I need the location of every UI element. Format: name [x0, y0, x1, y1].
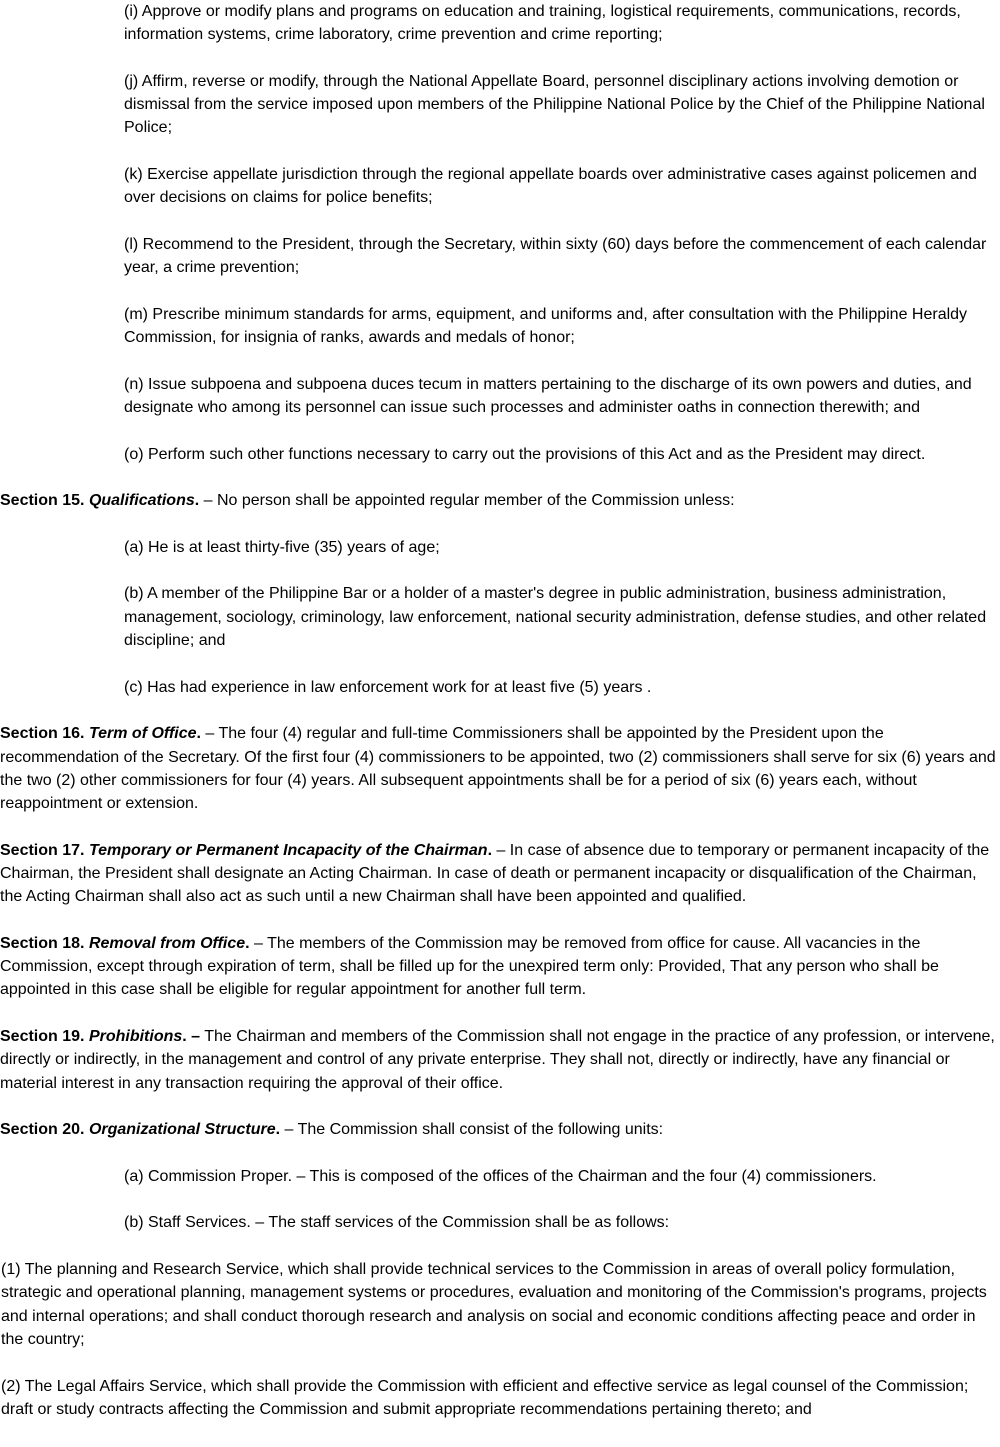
section-body: – The four (4) regular and full-time Commissioners shall be appointed by the President upon the recommendation of the Secretary. Of the first four (4) commissioners to be appointed, two (2) commissioners shall serve for six (6) years and the two (2) other commissioners for four (4) years. All subsequent appointments shall be for a period of six (6) years each, without reappointment or extension.: [0, 725, 996, 813]
list-item-b: (b) A member of the Philippine Bar or a holder of a master's degree in public administration, business administration, management, sociology, criminology, law enforcement, national security administration, defense studies, and other related discipline; and: [124, 585, 987, 650]
section-number: Section 17.: [0, 841, 85, 859]
section-number: Section 16.: [0, 725, 85, 743]
section-title-dot: .: [182, 1028, 187, 1046]
section-title: Removal from Office: [88, 934, 246, 952]
section-number: Section 19.: [0, 1028, 85, 1046]
section-title-dot: .: [487, 841, 493, 859]
section-15: [0, 489, 1000, 512]
section-16: [0, 722, 1000, 815]
section-20: [0, 1118, 1000, 1141]
service-item-legal-affairs: (2) The Legal Affairs Service, which shall provide the Commission with efficient and effective service as legal counsel of the Commission; draft or study contracts affecting the Commission and submit appropriate recommendations pertaining thereto; and: [1, 1377, 969, 1418]
section-title: Prohibitions: [88, 1028, 183, 1046]
list-item-n: (n) Issue subpoena and subpoena duces tecum in matters pertaining to the discharge of its own powers and duties, and designate who among its personnel can issue such processes and administer oaths in connection therewith; and: [124, 375, 972, 417]
list-item-a: (a) He is at least thirty-five (35) years of age;: [124, 538, 440, 556]
section-dash: –: [186, 1028, 201, 1046]
section-17: [0, 839, 1000, 909]
section-title-dot: .: [275, 1121, 281, 1139]
list-item-k: (k) Exercise appellate jurisdiction through the regional appellate boards over administrative cases against policemen and over decisions on claims for police benefits;: [124, 166, 977, 207]
list-item-l: (l) Recommend to the President, through the Secretary, within sixty (60) days before the commencement of each calendar year, a crime prevention;: [124, 235, 987, 277]
section-title: Temporary or Permanent Incapacity of the Chairman: [88, 841, 488, 859]
section-19: [0, 1025, 1000, 1095]
section-body: – No person shall be appointed regular member of the Commission unless:: [199, 492, 735, 510]
section-title: Term of Office: [88, 725, 197, 743]
section-title: Qualifications: [88, 492, 195, 510]
section-number: Section 20.: [0, 1121, 85, 1139]
section-body: The Chairman and members of the Commission shall not engage in the practice of any profession, or intervene, directly or indirectly, in the management and control of any private enterprise. They shall not, directly or indirectly, have any financial or material interest in any transaction requiring the approval of their office.: [0, 1028, 995, 1092]
section-body: – In case of absence due to temporary or permanent incapacity of the Chairman, the President shall designate an Acting Chairman. In case of death or permanent incapacity or disqualification of the Chairman, the Acting Chairman shall also act as such until a new Chairman shall have been appointed and qualified.: [0, 841, 990, 906]
section-title-dot: .: [196, 725, 201, 743]
section-title-dot: .: [245, 934, 250, 952]
section-title-dot: .: [194, 492, 200, 510]
section-body: – The members of the Commission may be removed from office for cause. All vacancies in the Commission, except through expiration of term, shall be filled up for the unexpired term only: Provided, That any person who shall be appointed in this case shall be eligible for regular appointment for another full term.: [0, 934, 939, 999]
service-item-planning-research: (1) The planning and Research Service, which shall provide technical services to the Commission in areas of overall policy formulation, strategic and operational planning, management systems or procedures, evaluation and monitoring of the Commission's programs, projects and internal operations; and shall conduct thorough research and analysis on social and economic conditions affecting peace and order in the country;: [1, 1261, 987, 1348]
section-number: Section 18.: [0, 934, 85, 952]
section-18: [0, 932, 1000, 1002]
list-item-i: (i) Approve or modify plans and programs on education and training, logistical requirements, communications, records, information systems, crime laboratory, crime prevention and crime reporting;: [124, 3, 961, 44]
section-number: Section 15.: [0, 492, 85, 510]
section-title: Organizational Structure: [88, 1121, 276, 1139]
list-item-c: (c) Has had experience in law enforcement work for at least five (5) years .: [124, 678, 652, 696]
list-item-o: (o) Perform such other functions necessary to carry out the provisions of this Act and as the President may direct.: [124, 445, 926, 463]
list-item-staff-services: (b) Staff Services. – The staff services of the Commission shall be as follows:: [124, 1214, 670, 1232]
list-item-m: (m) Prescribe minimum standards for arms, equipment, and uniforms and, after consultation with the Philippine Heraldy Commission, for insignia of ranks, awards and medals of honor;: [124, 305, 968, 347]
list-item-commission-proper: (a) Commission Proper. – This is composed of the offices of the Chairman and the four (4) commissioners.: [124, 1167, 877, 1185]
section-body: – The Commission shall consist of the following units:: [280, 1121, 664, 1139]
list-item-j: (j) Affirm, reverse or modify, through the National Appellate Board, personnel disciplinary actions involving demotion or dismissal from the service imposed upon members of the Philippine National Police by the Chief of the Philippine National Police;: [124, 72, 985, 137]
